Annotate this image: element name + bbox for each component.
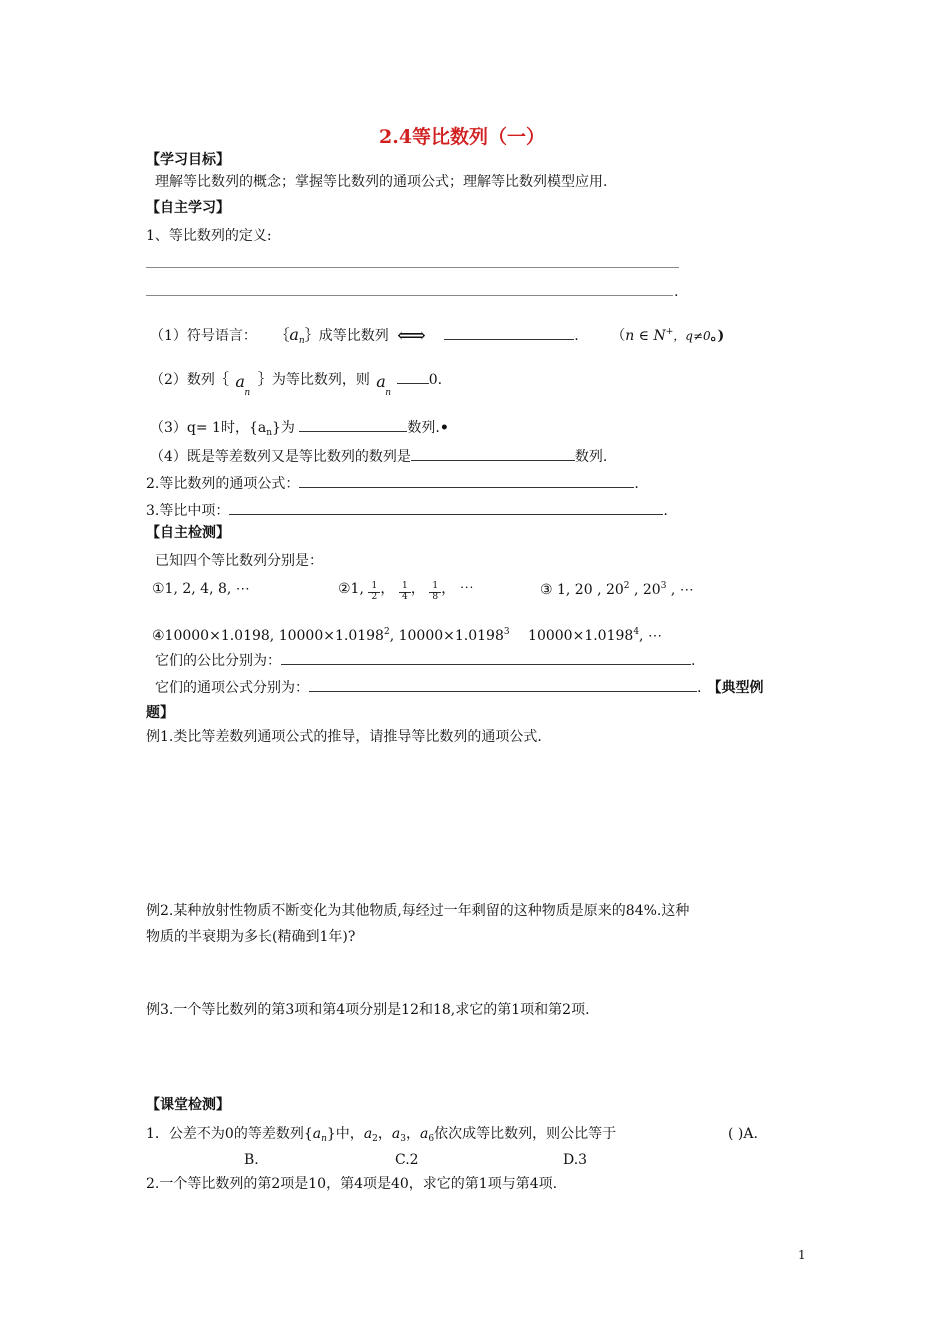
example-3: 例3.一个等比数列的第3项和第4项分别是12和18,求它的第1项和第2项. xyxy=(146,1002,590,1018)
general-period: . xyxy=(634,476,639,492)
n-in-n: n ∈ N xyxy=(625,328,666,344)
formula-label: 它们的通项公式分别为： xyxy=(155,680,309,696)
geometric-mean-line xyxy=(146,503,668,520)
item3-c: 数列. xyxy=(407,420,440,436)
symbol-label: （1）符号语言： xyxy=(150,328,257,344)
choice-c: C.2 xyxy=(395,1152,419,1168)
seq3-a: ③ 1, 20 , 20 xyxy=(540,582,624,598)
cc1-a6: a xyxy=(420,1126,429,1142)
lbrace: ｛ xyxy=(275,328,290,344)
sequence-1: ①1, 2, 4, 8, ⋯ xyxy=(152,581,250,597)
seq3-b: , 20 xyxy=(629,582,661,598)
cc1-comma1: ， xyxy=(377,1126,392,1142)
cc1-comma2: ， xyxy=(406,1126,420,1142)
goals-text: 理解等比数列的概念；掌握等比数列的通项公式；理解等比数列模型应用. xyxy=(155,174,608,190)
fraction-half xyxy=(368,582,380,603)
cc1-a: 1．公差不为0的等差数列{ xyxy=(146,1126,313,1142)
seq4-exp4: 4 xyxy=(633,627,640,637)
frac-den-4: 4 xyxy=(401,592,408,602)
cc1-a6-sub: 6 xyxy=(428,1134,435,1144)
item4-b: 数列. xyxy=(574,449,608,465)
cc1-b: }中， xyxy=(326,1126,364,1142)
example-2-line-2: 物质的半衰期为多长(精确到1年)? xyxy=(146,929,356,945)
mean-period: . xyxy=(663,503,668,519)
check-intro: 已知四个等比数列分别是： xyxy=(155,553,323,569)
item2-n2: n xyxy=(385,388,392,398)
item2-mid: ｝为等比数列，则 xyxy=(257,372,370,388)
cc1-a2-sub: 2 xyxy=(372,1134,378,1144)
item2-a2: a xyxy=(376,372,386,391)
item2-label: （2）数列｛ xyxy=(150,372,229,388)
symbol-period: . xyxy=(574,328,579,344)
plus-superscript: + xyxy=(665,327,674,337)
blank-ratio xyxy=(281,663,691,665)
seq4-a: ④10000×1.0198, 10000×1.0198 xyxy=(152,628,384,644)
seq4-d: , ⋯ xyxy=(639,628,662,644)
general-label: 2.等比数列的通项公式： xyxy=(146,476,300,492)
frac-num-2: 1 xyxy=(399,582,411,593)
a-n-symbol: a xyxy=(289,325,299,344)
sep-1: ， xyxy=(380,581,395,597)
ratio-label: 它们的公比分别为： xyxy=(155,653,281,669)
seq4-exp3: 3 xyxy=(503,627,510,637)
a-n-stacked-2 xyxy=(374,368,392,398)
example-1: 例1.类比等差数列通项公式的推导，请推导等比数列的通项公式. xyxy=(146,729,542,745)
cc1-a3-sub: 3 xyxy=(400,1134,406,1144)
heading-goals: 【学习目标】 xyxy=(146,152,230,168)
page-number: 1 xyxy=(798,1248,806,1262)
item2-n: n xyxy=(244,388,251,398)
item-3-line xyxy=(150,420,449,439)
cond-open: （ xyxy=(611,328,626,344)
frac-num-3: 1 xyxy=(429,582,441,593)
seq3-exp3: 3 xyxy=(660,581,667,591)
seq4-b: , 10000×1.0198 xyxy=(389,628,504,644)
fraction-eighth xyxy=(429,582,441,603)
frac-den-2: 2 xyxy=(371,592,378,602)
line2-period: . xyxy=(674,284,679,300)
fraction-quarter xyxy=(399,582,411,603)
seq2-end: ， ⋯ xyxy=(441,581,474,597)
page-title: 2.4等比数列（一） xyxy=(379,126,546,148)
symbol-language-line xyxy=(150,323,724,347)
ratio-period: . xyxy=(691,653,696,669)
formula-line xyxy=(155,680,763,697)
seq3-exp2: 2 xyxy=(623,581,630,591)
sequence-3 xyxy=(540,581,694,599)
seq4-exp2: 2 xyxy=(383,627,390,637)
item2-tail: 0. xyxy=(428,372,443,388)
item3-b: }为 xyxy=(272,420,295,436)
cc1-a2: a xyxy=(363,1126,373,1142)
sequence-4 xyxy=(152,627,662,645)
blank-item3 xyxy=(299,430,407,432)
sep-2: ， xyxy=(410,581,425,597)
seq4-c: 10000×1.0198 xyxy=(528,628,634,644)
choice-b: B. xyxy=(244,1152,259,1168)
q-condition: ，q≠0 xyxy=(673,329,711,343)
answer-line-2 xyxy=(146,295,673,296)
heading-self-study: 【自主学习】 xyxy=(146,200,230,216)
frac-num-1: 1 xyxy=(368,582,380,593)
item3-n: n xyxy=(266,428,273,438)
seq2-start: ②1, xyxy=(338,581,364,597)
equivalence-arrow-icon: ⟺ xyxy=(397,323,426,347)
cc1-d: 依次成等比数列，则公比等于 xyxy=(434,1126,617,1142)
blank-symbol xyxy=(444,338,574,340)
item2-a: a xyxy=(235,372,245,391)
item3-a: （3）q= 1时，{a xyxy=(150,420,267,436)
class-check-1 xyxy=(146,1126,616,1145)
formula-period: . xyxy=(697,680,702,696)
sequence-2 xyxy=(338,581,474,603)
blank-general xyxy=(299,486,634,488)
mean-label: 3.等比中项： xyxy=(146,503,230,519)
item3-dot: • xyxy=(439,420,449,436)
cc1-an: a xyxy=(312,1126,322,1142)
cond-close: 。) xyxy=(710,328,725,344)
seq3-c: , ⋯ xyxy=(666,582,694,598)
heading-examples-b: 题】 xyxy=(146,705,174,721)
cc1-a3: a xyxy=(391,1126,401,1142)
heading-examples-a: 【典型例 xyxy=(707,680,764,696)
frac-den-8: 8 xyxy=(432,592,439,602)
blank-item4 xyxy=(411,459,575,461)
ratio-line xyxy=(155,653,695,670)
cc1-answer-paren: ( )A. xyxy=(728,1126,758,1142)
item-4-line xyxy=(150,449,607,466)
a-n-stacked xyxy=(233,368,253,398)
general-formula-line xyxy=(146,476,639,493)
cc1-an-sub: n xyxy=(321,1134,327,1144)
blank-item2 xyxy=(397,382,429,384)
example-2-line-1: 例2.某种放射性物质不断变化为其他物质,每经过一年剩留的这种物质是原来的84%.这种 xyxy=(146,903,690,919)
blank-mean xyxy=(229,513,663,515)
answer-line-1 xyxy=(146,267,679,268)
item-2-line xyxy=(150,368,443,398)
choice-d: D.3 xyxy=(563,1152,588,1168)
class-check-2: 2.一个等比数列的第2项是10，第4项是40，求它的第1项与第4项. xyxy=(146,1176,558,1192)
item4-a: （4）既是等差数列又是等比数列的数列是 xyxy=(150,449,411,465)
definition-question: 1、等比数列的定义: xyxy=(146,228,272,244)
n-subscript: n xyxy=(298,336,305,346)
blank-formula xyxy=(309,690,697,692)
rbrace-text: ｝成等比数列 xyxy=(304,328,389,344)
heading-class-check: 【课堂检测】 xyxy=(146,1097,230,1113)
heading-self-check: 【自主检测】 xyxy=(146,525,230,541)
